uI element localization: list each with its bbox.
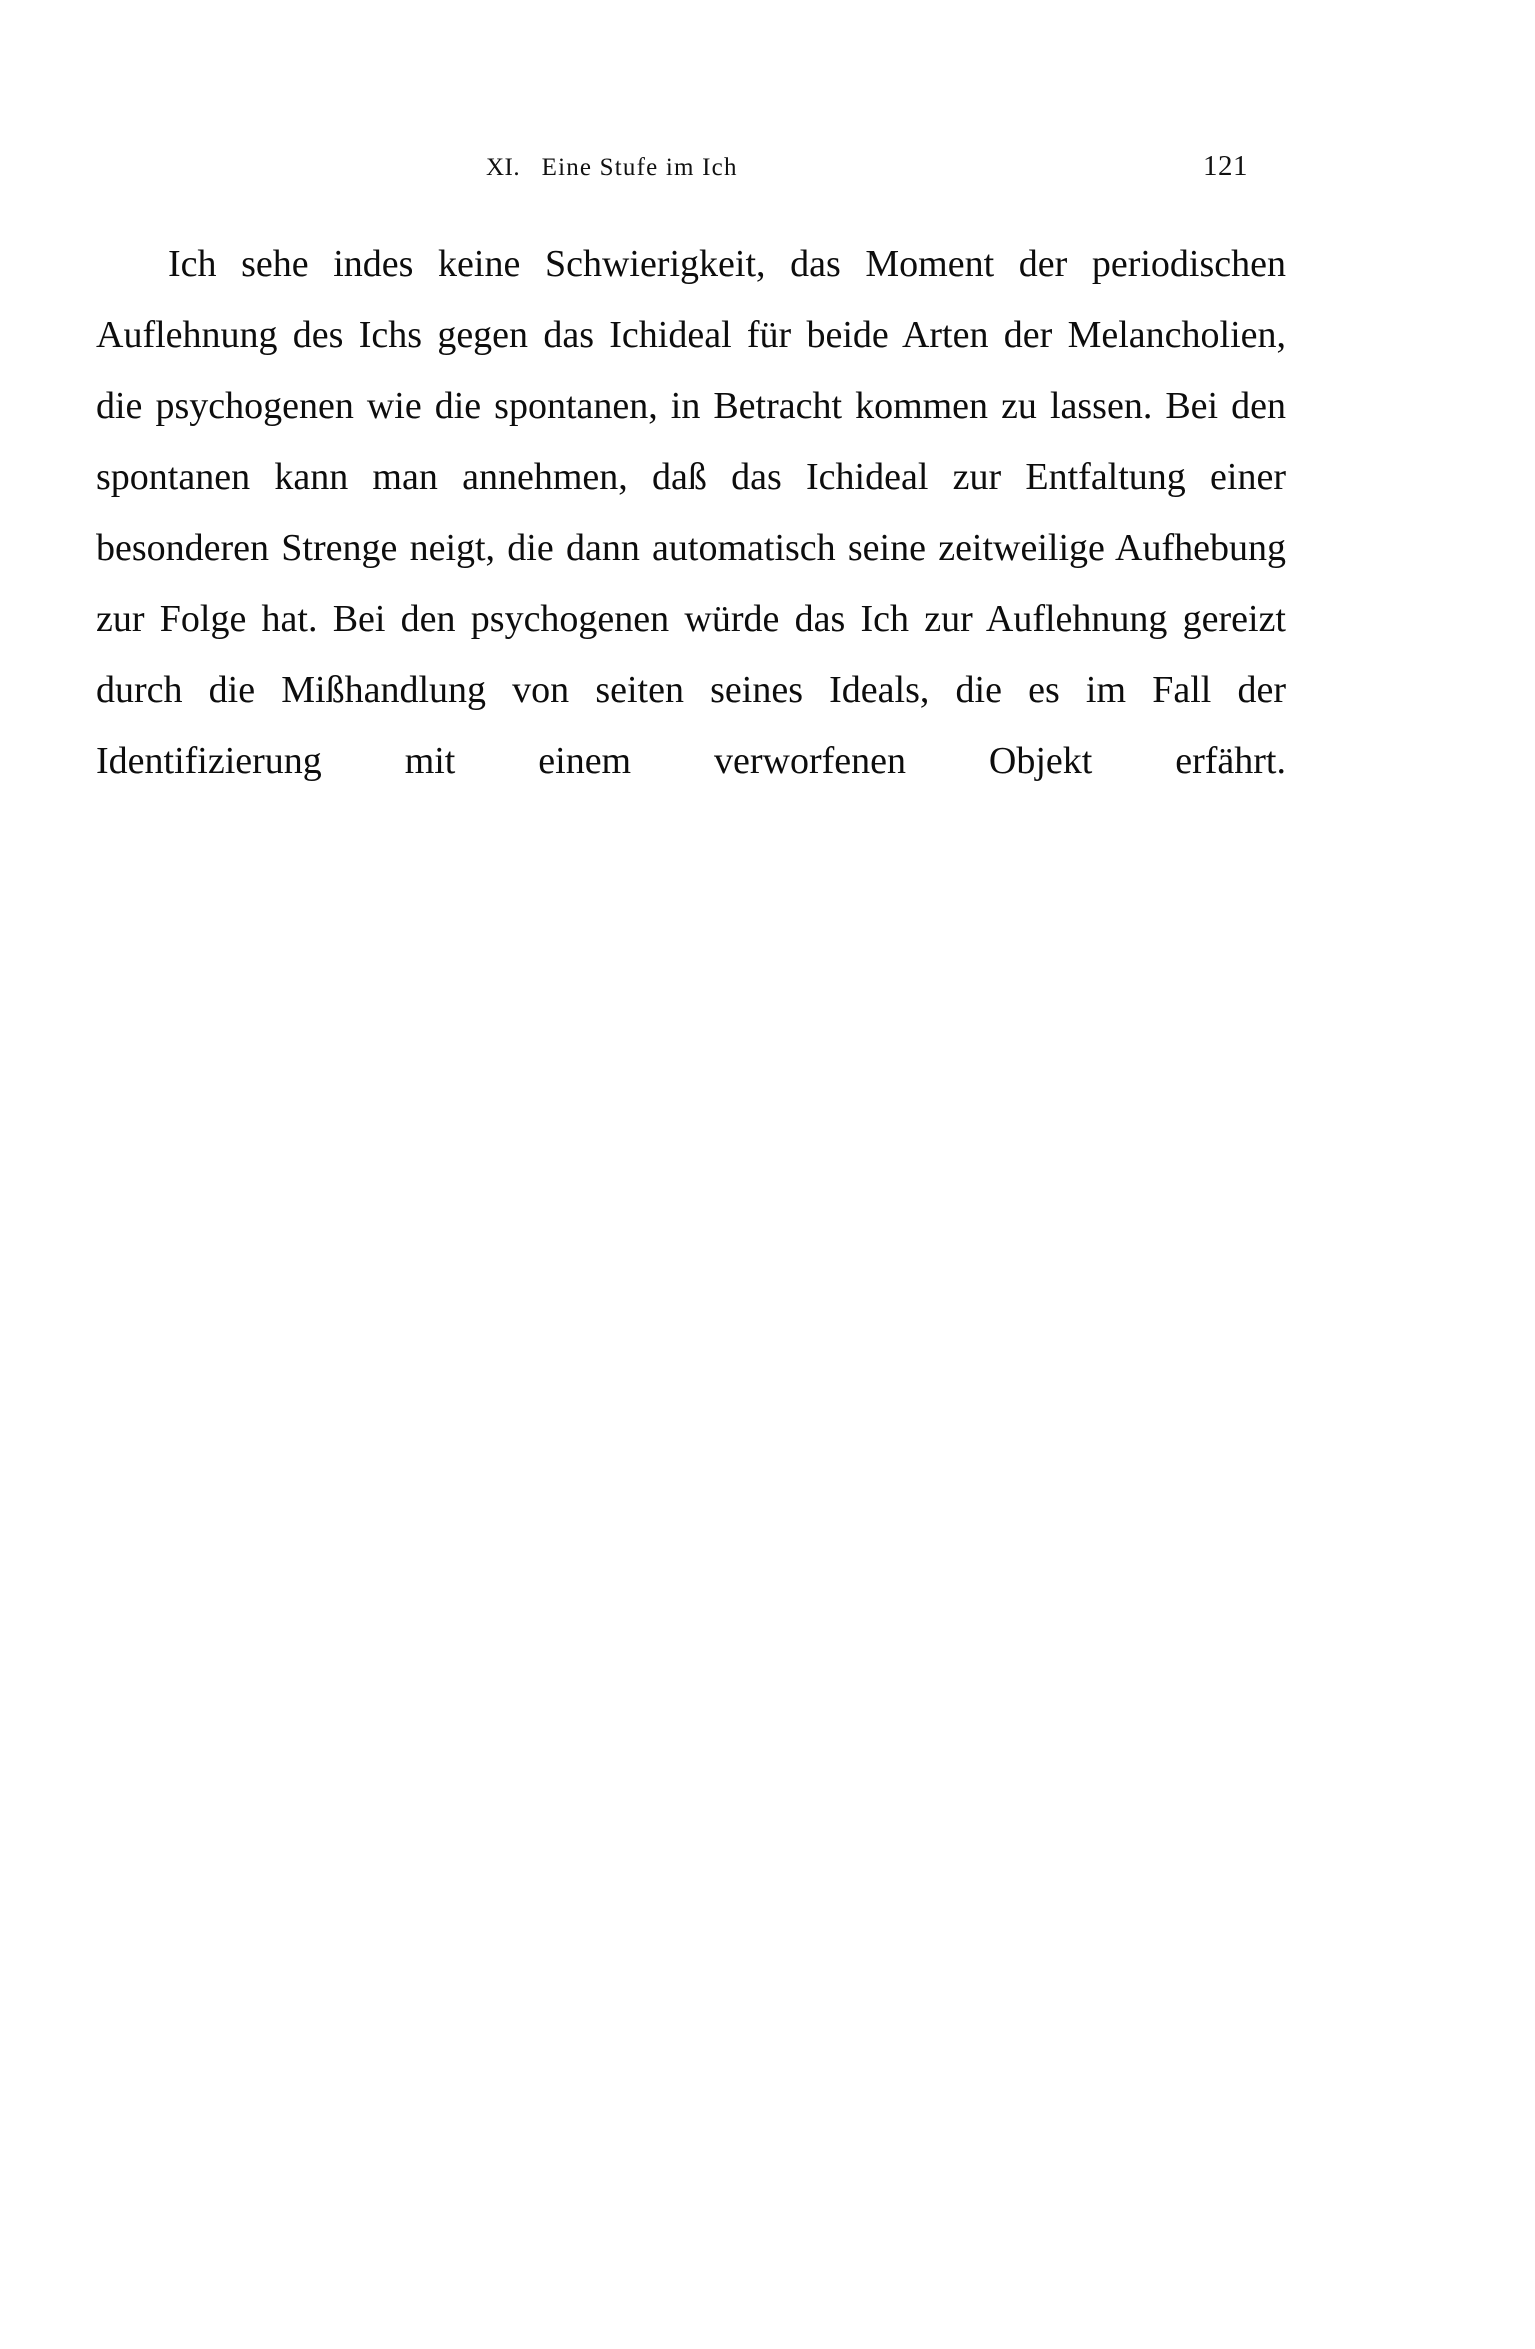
page-content	[96, 150, 1286, 868]
running-head-title	[486, 154, 738, 182]
page-number: 121	[1203, 150, 1248, 182]
body-text	[96, 229, 1286, 868]
running-head	[96, 150, 1286, 183]
paragraph-1: Ich sehe indes keine Schwierigkeit, das Moment der periodischen Auflehnung des Ichs gegen das Ichideal für beide Arten der Melancholien, die psychogenen wie die spontanen, in Betracht kommen zu lassen. Bei den spontanen kann man annehmen, daß das Ichideal zur Entfaltung einer besonderen Strenge neigt, die dann automatisch seine zeitweilige Aufhebung zur Folge hat. Bei den psychogenen würde das Ich zur Auflehnung gereizt durch die Mißhandlung von seiten seines Ideals, die es im Fall der Identifizierung mit einem verworfenen Objekt erfährt.	[96, 243, 1286, 782]
chapter-title: Eine Stufe im Ich	[541, 154, 738, 181]
chapter-numeral: XI.	[486, 154, 521, 181]
